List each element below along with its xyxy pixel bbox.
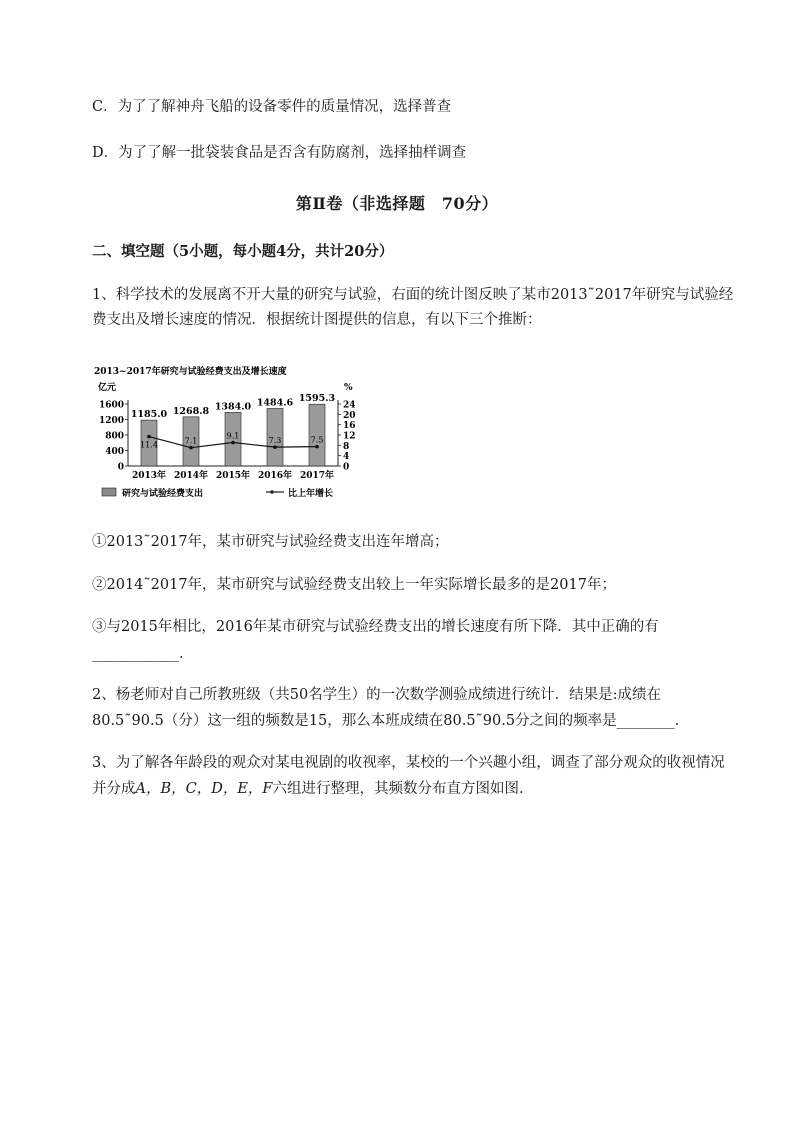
- y-right-tick-label: 24: [343, 400, 356, 411]
- y-axis-right-label: %: [344, 383, 353, 393]
- x-tick-label: 2017年: [299, 471, 335, 481]
- x-tick-labels: [132, 469, 334, 481]
- x-tick-label: 2013年: [131, 471, 167, 481]
- y-tick-label: 0: [117, 462, 124, 473]
- growth-value-label: 7.5: [310, 435, 324, 445]
- y-tick-label: 800: [105, 431, 124, 442]
- chart: [90, 360, 370, 505]
- y-right-tick-label: 8: [343, 441, 350, 452]
- x-tick-label: 2016年: [257, 471, 293, 481]
- q1-line1: 1、科学技术的发展离不开大量的研究与试验，右面的统计图反映了某市2013˜2017年研究与试验经: [92, 287, 734, 303]
- part-title: 第Ⅱ卷（非选择题 70分）: [295, 194, 499, 213]
- y-right-tick-label: 0: [343, 462, 350, 473]
- legend-bar-swatch: [102, 488, 116, 496]
- section-title: 二、填空题（5小题，每小题4分，共计20分）: [92, 243, 394, 260]
- bars: [131, 393, 335, 466]
- q3-groups: A，B，C，D，E，F: [135, 781, 273, 797]
- y-right-tick-label: 4: [343, 452, 350, 463]
- legend-line-label: 比上年增长: [288, 489, 334, 499]
- growth-value-label: 7.1: [184, 436, 198, 446]
- q1-answer-blank[interactable]: ____________.: [92, 646, 184, 662]
- y-tick-label: 1200: [98, 416, 124, 426]
- x-tick-label: 2014年: [173, 471, 209, 481]
- legend: [102, 487, 333, 499]
- q1-statement-1: ①2013˜2017年，某市研究与试验经费支出连年增高；: [92, 534, 449, 550]
- x-tick-label: 2015年: [215, 471, 251, 481]
- y-axis-label: 亿元: [98, 383, 117, 393]
- growth-point: [273, 445, 277, 449]
- growth-value-label: 9.1: [226, 431, 240, 441]
- bar-value-label: 1484.6: [256, 397, 294, 409]
- growth-point: [189, 446, 193, 450]
- q3-line2-post: 六组进行整理，其频数分布直方图如图．: [272, 781, 534, 797]
- q2-line2: 80.5˜90.5（分）这一组的频数是15，那么本班成绩在80.5˜90.5分之间的频率是________.: [92, 713, 680, 729]
- bar-value-label: 1268.8: [172, 405, 210, 417]
- legend-bar-label: 研究与试验经费支出: [122, 489, 204, 499]
- y-right-tick-label: 16: [343, 421, 356, 432]
- growth-value-label: 11.4: [140, 440, 158, 450]
- q1-statement-2: ②2014˜2017年，某市研究与试验经费支出较上一年实际增长最多的是2017年；: [92, 577, 616, 593]
- q3-line2: [92, 779, 534, 799]
- bar-value-label: 1595.3: [298, 393, 336, 405]
- bar-value-label: 1384.0: [214, 401, 252, 413]
- option-d: D．为了了解一批袋装食品是否含有防腐剂，选择抽样调查: [92, 145, 467, 161]
- growth-point: [147, 435, 151, 439]
- growth-value-label: 7.3: [268, 436, 282, 446]
- q2-line1: 2、杨老师对自己所教班级（共50名学生）的一次数学测验成绩进行统计．结果是:成绩在: [92, 687, 662, 703]
- y-tick-label: 1600: [98, 400, 124, 411]
- option-c: C．为了了解神舟飞船的设备零件的质量情况，选择普查: [92, 99, 452, 115]
- y-right-tick-label: 12: [343, 431, 356, 442]
- q1-statement-3: ③与2015年相比，2016年某市研究与试验经费支出的增长速度有所下降．其中正确的有: [92, 619, 659, 635]
- q3-line2-pre: 并分成: [92, 781, 136, 797]
- q3-line1: 3、为了解各年龄段的观众对某电视剧的收视率，某校的一个兴趣小组，调查了部分观众的收视情况: [92, 755, 725, 771]
- chart-title: 2013~2017年研究与试验经费支出及增长速度: [94, 367, 287, 377]
- legend-line-marker: [270, 490, 274, 494]
- bar-value-label: 1185.0: [130, 409, 168, 421]
- y-tick-label: 400: [105, 447, 124, 457]
- growth-point: [231, 441, 235, 445]
- growth-point: [315, 445, 319, 449]
- y-right-tick-label: 20: [343, 410, 356, 421]
- q1-line2: 费支出及增长速度的情况．根据统计图提供的信息，有以下三个推断：: [92, 312, 542, 328]
